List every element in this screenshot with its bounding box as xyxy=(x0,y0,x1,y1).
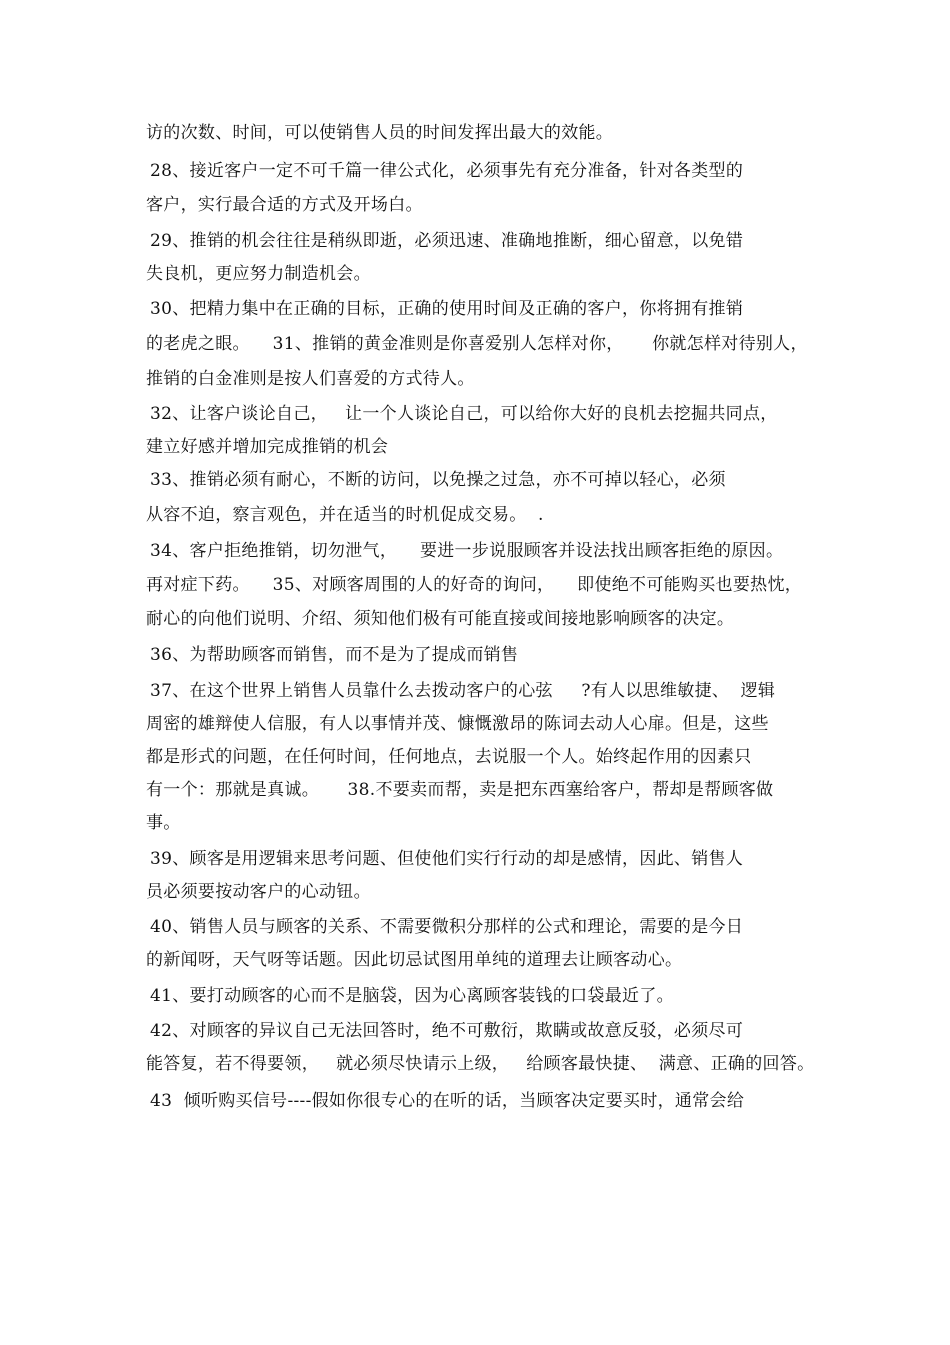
text-line: 有一个：那就是真诚。 38.不要卖而帮，卖是把东西塞给客户，帮却是帮顾客做 xyxy=(146,780,774,800)
text-line: 事。 xyxy=(146,813,181,833)
text-line: 从容不迫，察言观色，并在适当的时机促成交易。 . xyxy=(146,505,544,525)
text-line: 都是形式的问题，在任何时间，任何地点，去说服一个人。始终起作用的因素只 xyxy=(146,747,752,767)
text-line: 40、销售人员与顾客的关系、不需要微积分那样的公式和理论，需要的是今日 xyxy=(150,917,744,937)
text-line: 访的次数、时间，可以使销售人员的时间发挥出最大的效能。 xyxy=(146,123,614,143)
text-line: 耐心的向他们说明、介绍、须知他们极有可能直接或间接地影响顾客的决定。 xyxy=(146,609,735,629)
text-line: 再对症下药。 35、对顾客周围的人的好奇的询问， 即使绝不可能购买也要热忱， xyxy=(146,575,803,595)
text-line: 39、顾客是用逻辑来思考问题、但使他们实行行动的却是感情，因此、销售人 xyxy=(150,849,744,869)
text-line: 能答复，若不得要领， 就必须尽快请示上级， 给顾客最快捷、 满意、正确的回答。 xyxy=(146,1054,815,1074)
text-line: 周密的雄辩使人信服，有人以事情并茂、慷慨激昂的陈词去动人心扉。但是，这些 xyxy=(146,714,769,734)
text-line: 28、接近客户一定不可千篇一律公式化，必须事先有充分准备，针对各类型的 xyxy=(150,161,744,181)
text-line: 的新闻呀，天气呀等话题。因此切忌试图用单纯的道理去让顾客动心。 xyxy=(146,950,683,970)
text-line: 员必须要按动客户的心动钮。 xyxy=(146,882,371,902)
text-line: 43 倾听购买信号----假如你很专心的在听的话，当顾客决定要买时，通常会给 xyxy=(150,1091,745,1111)
text-line: 41、要打动顾客的心而不是脑袋，因为心离顾客装钱的口袋最近了。 xyxy=(150,986,674,1006)
text-line: 建立好感并增加完成推销的机会 xyxy=(146,437,389,457)
text-line: 推销的白金准则是按人们喜爱的方式待人。 xyxy=(146,369,475,389)
text-line: 的老虎之眼。 31、推销的黄金准则是你喜爱别人怎样对你， 你就怎样对待别人， xyxy=(146,334,808,354)
text-line: 34、客户拒绝推销，切勿泄气， 要进一步说服顾客并设法找出顾客拒绝的原因。 xyxy=(150,541,784,561)
text-line: 30、把精力集中在正确的目标，正确的使用时间及正确的客户，你将拥有推销 xyxy=(150,299,744,319)
text-line: 36、为帮助顾客而销售，而不是为了提成而销售 xyxy=(150,645,519,665)
text-line: 33、推销必须有耐心，不断的访问，以免操之过急，亦不可掉以轻心，必须 xyxy=(150,470,726,490)
text-line: 37、在这个世界上销售人员靠什么去拨动客户的心弦 ?有人以思维敏捷、 逻辑 xyxy=(150,681,776,701)
text-line: 32、让客户谈论自己， 让一个人谈论自己，可以给你大好的良机去挖掘共同点， xyxy=(150,404,778,424)
text-line: 失良机，更应努力制造机会。 xyxy=(146,264,371,284)
text-line: 客户，实行最合适的方式及开场白。 xyxy=(146,195,423,215)
text-line: 42、对顾客的异议自己无法回答时，绝不可敷衍，欺瞒或故意反驳，必须尽可 xyxy=(150,1021,744,1041)
text-line: 29、推销的机会往往是稍纵即逝，必须迅速、准确地推断，细心留意，以免错 xyxy=(150,231,744,251)
